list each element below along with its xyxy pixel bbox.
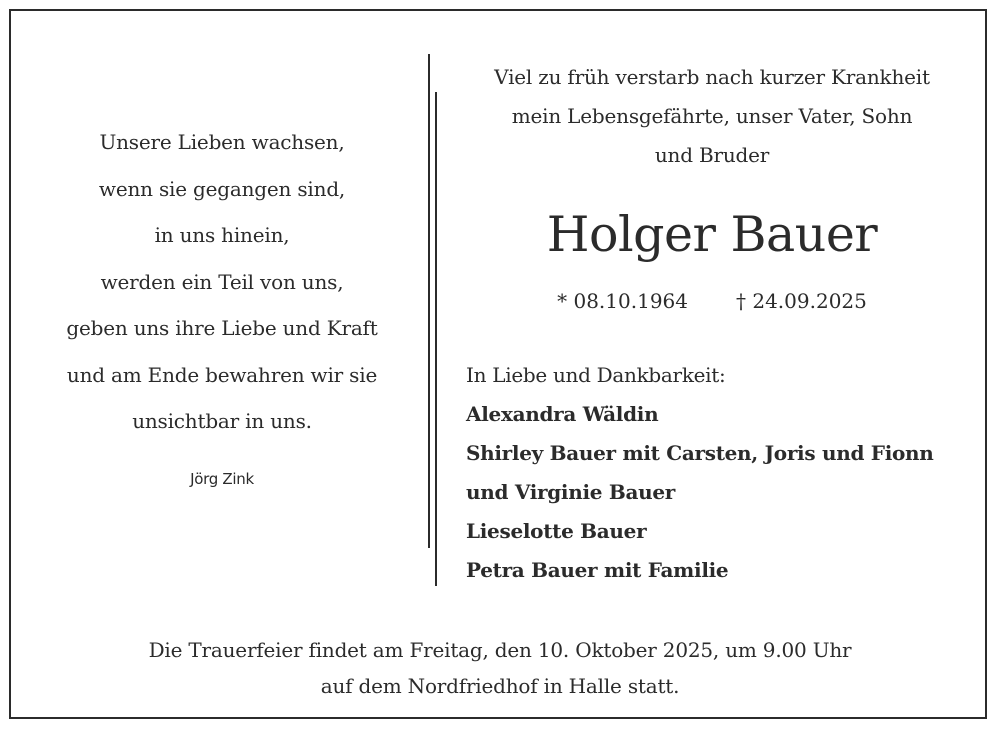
deceased-name: Holger Bauer	[546, 206, 878, 263]
death-date: † 24.09.2025	[736, 289, 867, 313]
mourner-name: Alexandra Wäldin	[466, 402, 659, 426]
service-info	[20, 632, 980, 704]
poem-line: und am Ende bewahren wir sie	[66, 362, 378, 387]
poem	[22, 119, 422, 445]
intro-line: mein Lebensgefährte, unser Vater, Sohn	[511, 104, 913, 128]
mourner-name: und Virginie Bauer	[466, 480, 676, 504]
poem-line: unsichtbar in uns.	[132, 409, 312, 433]
intro-line: und Bruder	[654, 143, 770, 167]
mourner-name: Shirley Bauer mit Carsten, Joris und Fionn	[466, 441, 934, 465]
life-dates	[452, 286, 972, 316]
mourners-lead: In Liebe und Dankbarkeit:	[466, 363, 726, 387]
poem-author: Jörg Zink	[190, 470, 254, 488]
mourner-name: Lieselotte Bauer	[466, 519, 647, 543]
mourner-name: Petra Bauer mit Familie	[466, 558, 729, 582]
intro-line: Viel zu früh verstarb nach kurzer Krankheit	[494, 65, 930, 89]
poem-line: wenn sie gegangen sind,	[98, 176, 346, 201]
divider-line-right	[435, 92, 437, 586]
poem-line: werden ein Teil von uns,	[100, 269, 344, 294]
service-line: auf dem Nordfriedhof in Halle statt.	[320, 674, 680, 698]
mourners-list	[466, 356, 976, 590]
divider-line-left	[428, 54, 430, 548]
intro-text	[452, 58, 972, 175]
poem-line: in uns hinein,	[154, 223, 290, 247]
poem-line: Unsere Lieben wachsen,	[99, 130, 345, 154]
birth-date: * 08.10.1964	[557, 289, 688, 313]
poem-line: geben uns ihre Liebe und Kraft	[66, 316, 378, 340]
service-line: Die Trauerfeier findet am Freitag, den 10. Oktober 2025, um 9.00 Uhr	[148, 638, 852, 662]
